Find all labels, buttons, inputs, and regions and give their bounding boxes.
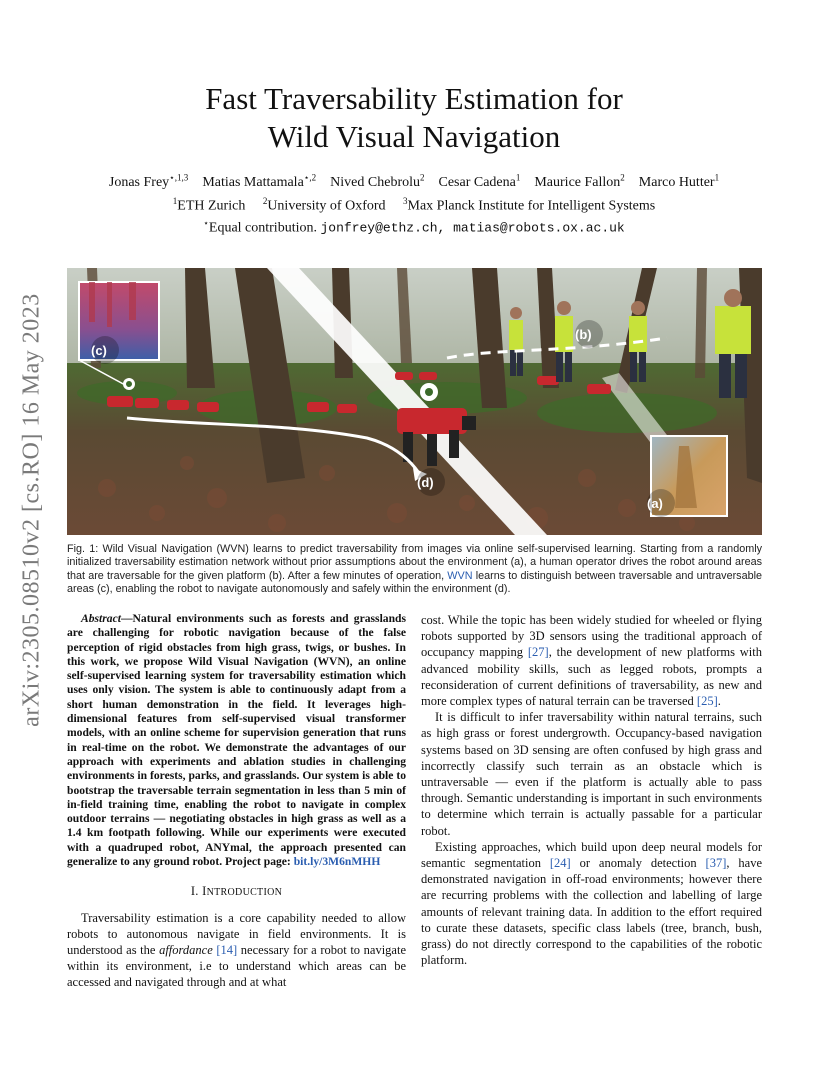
author <box>330 172 425 190</box>
text-run: , have demonstrated navigation in off-road environments; however there are recurring problems with the collection and labelling of large amounts of relevant training data. In addition to the effort required to curate these datasets, specific class labels (tree, branch, bush, grass) do not directly correspond to the capabilities of the robotic platform. <box>421 856 762 968</box>
citation-link[interactable]: [37] <box>705 856 727 871</box>
teaser-figure <box>67 268 762 535</box>
paper-title <box>0 80 828 156</box>
author <box>534 172 625 190</box>
paragraph: It is difficult to infer traversability within natural terrains, such as high grass or forest undergrowth. Occupancy-based navigation systems based on 3D sensing are often confused by high grass and incorrectly classify such terrain as an obstacle which is untraversable — even if the platform is actually able to pass through. Semantic understanding is important in such environments to determine which terrain is actually passable for a particular robot. <box>421 710 762 838</box>
label-d: (d) <box>417 475 434 490</box>
arxiv-stamp <box>14 280 50 740</box>
abstract-text: —Natural environments such as forests and grasslands are challenging for robotic navigation because of the false perception of rigid obstacles from high grass, twigs, or bushes. In this work, we propose Wild Visual Navigation (WVN), an online self-supervised learning system for traversability estimation which uses only vision. The system is able to continuously adapt from a short human demonstration in the field. It leverages high-dimensional features from self-supervised visual transformer models, with an online scheme for supervision generation that runs in real-time on the robot. We demonstrate the advantages of our approach with experiments and ablation studies in challenging environments in forests, parks, and grasslands. Our system is able to bootstrap the traversable terrain segmentation in less than 5 min of in-field training time, enabling the robot to navigate in complex outdoor terrains — negotiating obstacles in high grass as well as a 1.4 km footpath following. While our experiments were executed with a quadruped robot, ANYmal, the approach presented can generalize to any ground robot. Project page: <box>67 612 406 869</box>
author <box>638 172 720 190</box>
citation-link[interactable]: [14] <box>216 942 238 957</box>
section-number: I. <box>190 884 199 899</box>
text-run: Traversability estimation is a core capability needed to allow robots to autonomous navigate in field environments. It is understood as the <box>67 910 406 957</box>
text-run: cost. While the topic has been widely studied for wheeled or flying robots supported by 3D sensors using the traditional approach of occupancy mapping <box>421 613 762 660</box>
caption-link[interactable]: WVN <box>447 569 473 582</box>
author-sup: ⋆,2 <box>303 172 317 182</box>
figure-caption <box>67 543 762 597</box>
right-column <box>421 612 762 968</box>
author-sup: 2 <box>620 172 625 182</box>
text-run: Existing approaches, which build upon deep neural models for semantic segmentation <box>421 839 762 871</box>
caption-text: Fig. 1: Wild Visual Navigation (WVN) learns to predict traversability from images via online self-supervised learning. Starting from a randomly initialized traversability estimation network without prior assumptions about the environment (a), a human operator drives the robot around areas that are traversable for the given platform (b). After a few minutes of operation, <box>67 543 762 582</box>
author <box>202 172 317 190</box>
affiliation: Max Planck Institute for Intelligent Systems <box>407 198 656 214</box>
author-name: Jonas Frey <box>108 174 170 190</box>
section-title-cap: I <box>202 884 207 899</box>
label-a: (a) <box>647 496 663 511</box>
affiliation: University of Oxford <box>267 198 386 214</box>
abstract <box>67 612 406 869</box>
intro-paragraph <box>67 910 406 991</box>
affiliations <box>0 196 828 215</box>
left-column <box>67 612 406 991</box>
author-sup: ⋆,1,3 <box>169 172 189 182</box>
section-title-rest: NTRODUCTION <box>206 887 283 899</box>
section-heading <box>67 883 406 901</box>
citation-link[interactable]: [25] <box>696 694 718 709</box>
affil-sup: 2 <box>262 196 268 206</box>
paragraph <box>421 839 762 969</box>
paragraph <box>421 612 762 709</box>
label-b: (b) <box>575 327 592 342</box>
arxiv-stamp-text: arXiv:2305.08510v2 [cs.RO] 16 May 2023 <box>18 293 45 727</box>
email-addresses[interactable]: jonfrey@ethz.ch, matias@robots.ox.ac.uk <box>320 220 625 236</box>
author-name: Nived Chebrolu <box>330 174 420 190</box>
text-run: . <box>717 694 721 709</box>
equal-contribution-text: Equal contribution. <box>208 220 317 236</box>
author-name: Maurice Fallon <box>534 174 621 190</box>
author-sup: 2 <box>420 172 425 182</box>
citation-link[interactable]: [27] <box>527 645 549 660</box>
equal-contribution-note <box>0 218 828 237</box>
author <box>438 172 521 190</box>
title-line-2: Wild Visual Navigation <box>267 119 561 154</box>
text-run: necessary for a robot to navigate within its environment, i.e to understand which areas can be accessed and navigated through and at what <box>67 942 407 990</box>
author <box>108 172 189 190</box>
affil-sup: 1 <box>172 196 178 206</box>
text-run: or anomaly detection <box>570 856 706 871</box>
author-sup: 1 <box>515 172 521 182</box>
star-sup: ⋆ <box>203 218 209 228</box>
abstract-label: Abstract <box>81 612 121 625</box>
author-sup: 1 <box>714 172 720 182</box>
affiliation: ETH Zurich <box>177 198 246 214</box>
forest-photo <box>67 268 762 535</box>
title-line-1: Fast Traversability Estimation for <box>205 81 623 116</box>
project-page-link[interactable]: bit.ly/3M6nMHH <box>293 855 381 869</box>
author-name: Marco Hutter <box>638 174 715 190</box>
label-c: (c) <box>91 343 107 358</box>
affil-sup: 3 <box>403 196 408 206</box>
caption-text-end: learns to distinguish between traversable and untraversable areas (c), enabling the robot to navigate autonomously and safely within the environment (d). <box>67 569 762 596</box>
italic-term: affordance <box>159 942 213 957</box>
author-list <box>0 172 828 191</box>
citation-link[interactable]: [24] <box>549 856 571 871</box>
text-run: , the development of new platforms with advanced mobility skills, such as legged robots, prompts a reconsideration of current definitions of traversability, as new and more complex types of natural terrain can be traversed <box>421 645 763 709</box>
author-name: Cesar Cadena <box>438 174 516 190</box>
author-name: Matias Mattamala <box>202 174 304 190</box>
